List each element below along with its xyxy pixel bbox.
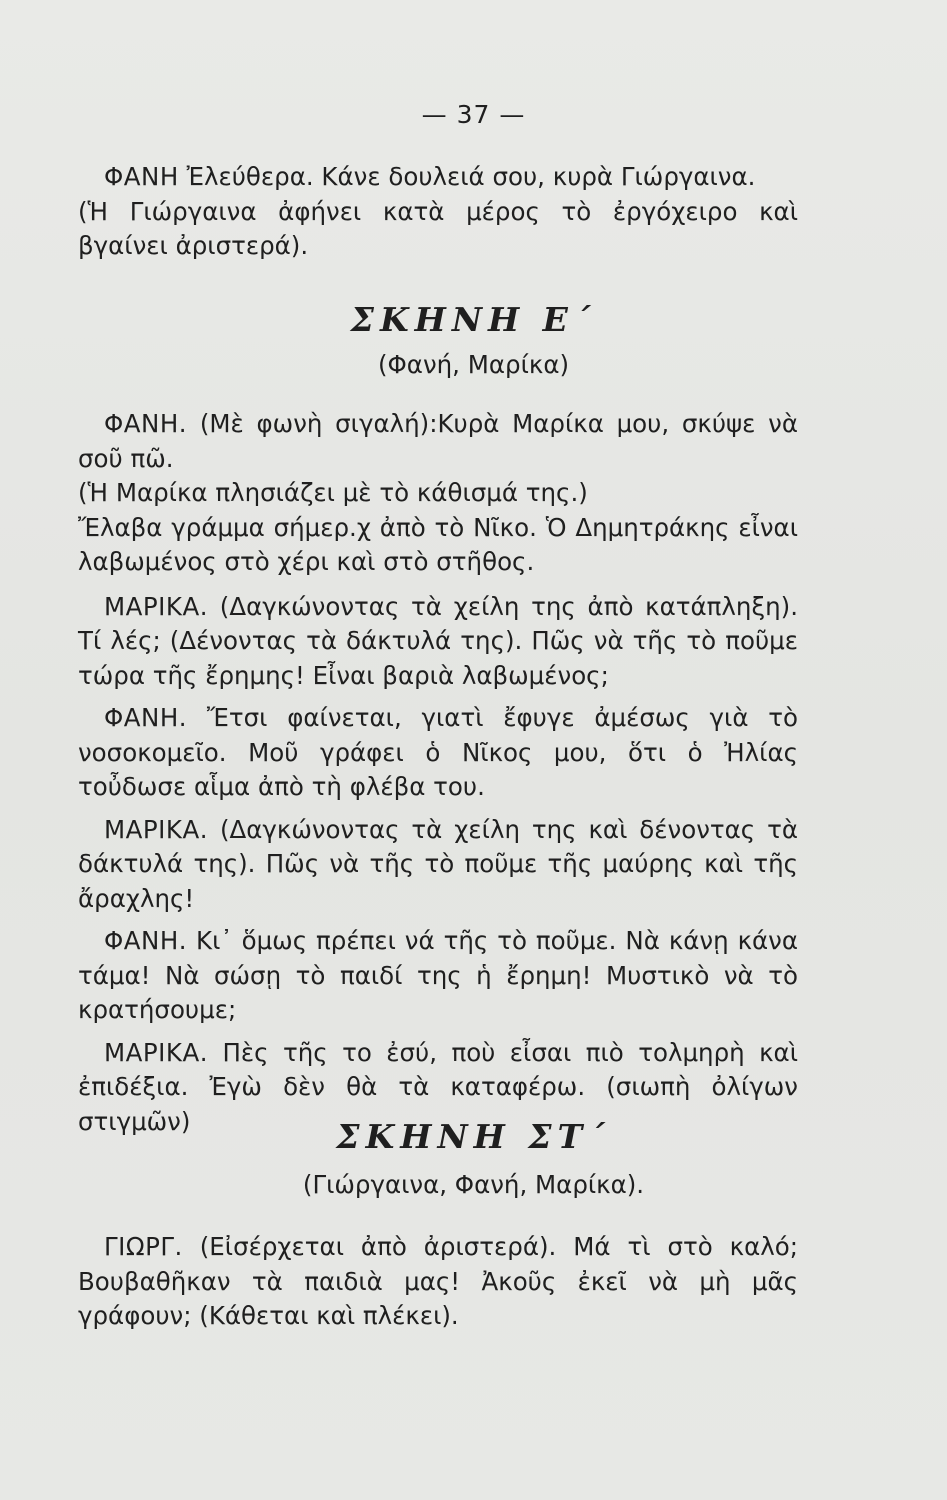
page-number: — 37 — <box>421 100 526 129</box>
speaker-name: ΜΑΡΙΚΑ. <box>104 814 209 844</box>
dialogue-line <box>78 511 798 580</box>
speaker-name: ΦΑΝΗ. <box>104 703 188 732</box>
line-text: (Ἡ Γιώργαινα ἀφήνει κατὰ μέρος τὸ ἐργόχειρο καὶ βγαίνει ἀριστερά). <box>78 196 798 260</box>
line-text: (Δαγκώνοντας τὰ χείλη της καὶ δένοντας τὰ δάκτυλά της). Πῶς νὰ τῆς τὸ ποῦμε τῆς μαύρης καὶ τῆς ἄραχλης! <box>78 814 798 913</box>
text-block-scene-e <box>78 407 798 1139</box>
speaker-name: ΜΑΡΙΚΑ. <box>104 591 209 621</box>
line-text: (Ἡ Μαρίκα πλησιάζει μὲ τὸ κάθισμά της.) <box>78 478 588 507</box>
line-text: (Μὲ φωνὴ σιγαλή):Κυρὰ Μαρίκα μου, σκύψε νὰ σοῦ πῶ. <box>78 409 798 473</box>
dialogue-line <box>78 924 798 1028</box>
speaker-name: ΦΑΝΗ <box>104 162 179 191</box>
dialogue-line <box>78 160 798 195</box>
stage-direction <box>78 476 798 511</box>
line-text: Κι᾿ ὅμως πρέπει νά τῆς τὸ ποῦμε. Νὰ κάνῃ κάνα τάμα! Νὰ σώσῃ τὸ παιδί της ἡ ἔρημη! Μυστικὸ νὰ τὸ κρατήσουμε; <box>78 926 798 1024</box>
dialogue-line <box>78 701 798 805</box>
speaker-name: ΦΑΝΗ. <box>104 926 188 955</box>
text-block-opening <box>78 160 798 264</box>
stage-direction <box>78 195 798 264</box>
speaker-name: ΦΑΝΗ. <box>104 409 188 438</box>
dialogue-line <box>78 1230 798 1334</box>
line-text: Πὲς τῆς το ἐσύ, ποὺ εἶσαι πιὸ τολμηρὴ καὶ ἐπιδέξια. Ἐγὼ δὲν θὰ τὰ καταφέρω. (σιωπὴ ὀλίγων στιγμῶν) <box>78 1037 798 1136</box>
line-text: (Εἰσέρχεται ἀπὸ ἀριστερά). Μά τὶ στὸ καλό; Βουβαθῆκαν τὰ παιδιὰ μας! Ἀκοῦς ἐκεῖ νὰ μὴ μᾶς γράφουν; (Κάθεται καὶ πλέκει). <box>78 1232 798 1330</box>
dialogue-line <box>78 407 798 476</box>
line-text: Ἔλαβα γράμμα σήμερ.χ ἀπὸ τὸ Νῖκο. Ὁ Δημητράκης εἶναι λαβωμένος στὸ χέρι καὶ στὸ στῆθος. <box>78 512 798 576</box>
scene-cast-e: (Φανή, Μαρίκα) <box>377 350 570 379</box>
scene-heading-st: ΣΚΗΝΗ ΣΤ΄ <box>336 1117 611 1156</box>
line-text: (Δαγκώνοντας τὰ χείλη της ἀπὸ κατάπληξη). Τί λές; (Δένοντας τὰ δάκτυλά της). Πῶς νὰ τῆς τὸ ποῦμε τώρα τῆς ἔρημης! Εἶναι βαριὰ λαβωμένος; <box>78 591 798 690</box>
speaker-name: ΜΑΡΙΚΑ. <box>104 1037 209 1067</box>
speaker-name: ΓΙΩΡΓ. <box>104 1232 183 1261</box>
line-text: Ἔτσι φαίνεται, γιατὶ ἔφυγε ἀμέσως γιὰ τὸ νοσοκομεῖο. Μοῦ γράφει ὁ Νῖκος μου, ὅτι ὁ Ἠλίας τοὖδωσε αἷμα ἀπὸ τὴ φλέβα του. <box>78 703 798 801</box>
dialogue-line <box>78 590 798 694</box>
scene-cast-st: (Γιώργαινα, Φανή, Μαρίκα). <box>302 1170 645 1199</box>
scene-heading-e: ΣΚΗΝΗ Ε΄ <box>350 300 597 339</box>
line-text: Ἐλεύθερα. Κάνε δουλειά σου, κυρὰ Γιώργαινα. <box>178 162 756 191</box>
dialogue-line <box>78 813 798 917</box>
text-block-scene-st <box>78 1230 798 1334</box>
